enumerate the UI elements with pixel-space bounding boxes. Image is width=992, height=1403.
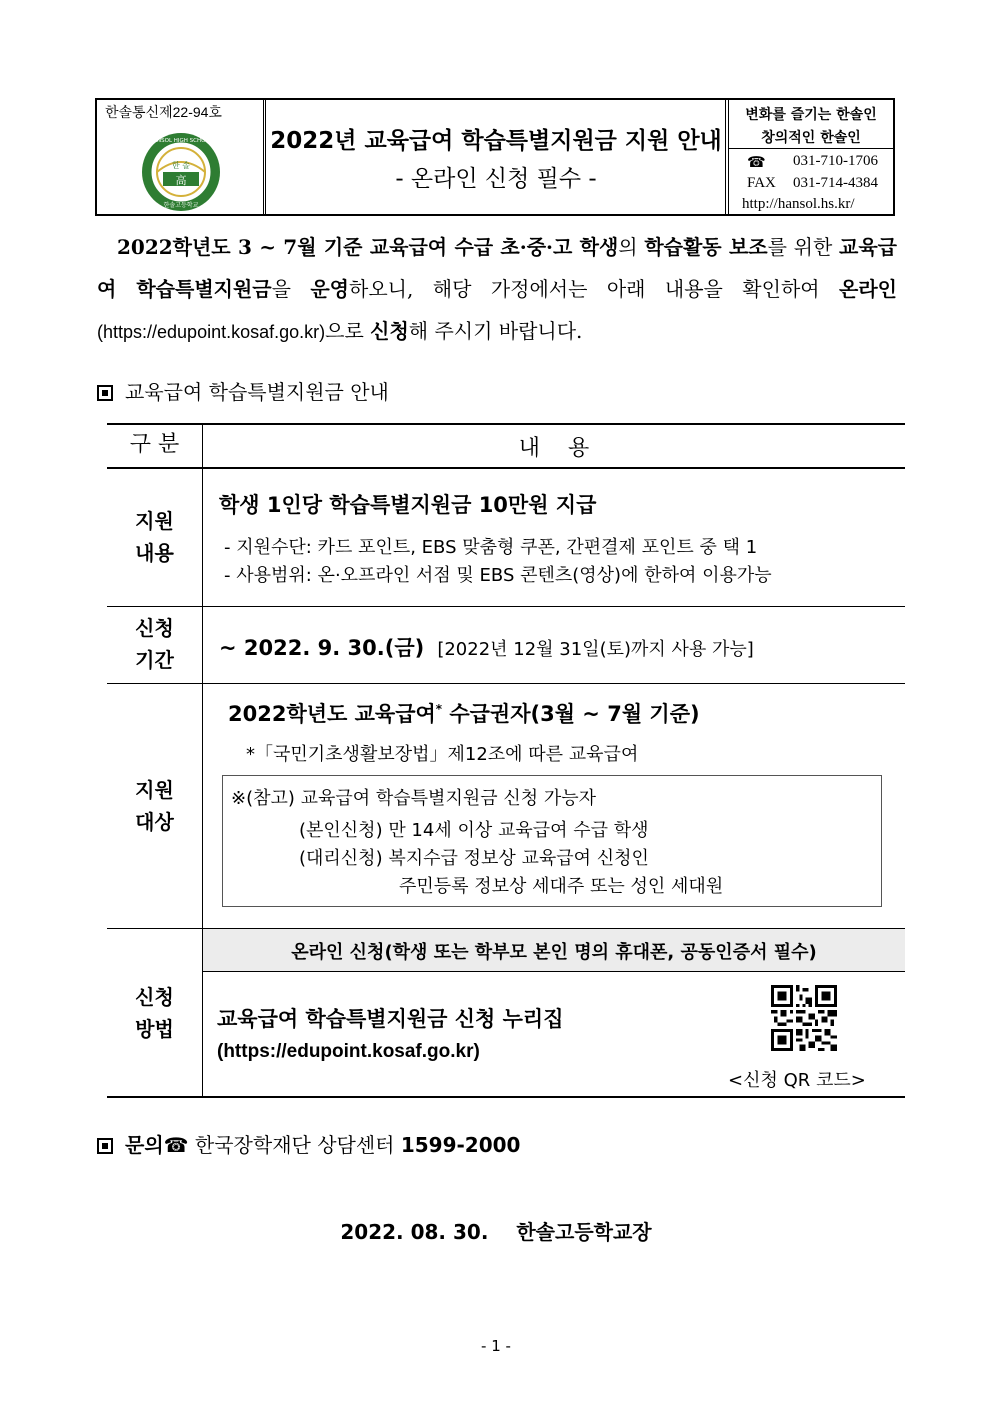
document-title: 2022년 교육급여 학습특별지원금 지원 안내 bbox=[270, 128, 722, 154]
table-header-content: 내 용 bbox=[518, 436, 590, 461]
telephone-icon: ☎ bbox=[163, 1133, 189, 1157]
table-header-category: 구 분 bbox=[129, 432, 180, 457]
school-fax: 031-714-4384 bbox=[793, 175, 878, 191]
section-heading bbox=[97, 376, 389, 405]
intro-text-2: 의 bbox=[618, 235, 645, 259]
row-label-eligibility: 지원 대상 bbox=[135, 778, 174, 834]
note-title: ※(참고) 교육급여 학습특별지원금 신청 가능자 bbox=[231, 788, 596, 809]
usage-deadline: [2022년 12월 31일(토)까지 사용 가능] bbox=[437, 639, 754, 660]
eligibility-footnote: *「국민기초생활보장법」제12조에 따른 교육급여 bbox=[246, 744, 639, 765]
application-site-name: 교육급여 학습특별지원금 신청 누리집 bbox=[217, 1007, 564, 1031]
intro-bold-12: 신청 bbox=[370, 319, 409, 343]
eligibility-main-b: 수급권자(3월 ~ 7월 기준) bbox=[442, 702, 700, 726]
school-slogan-2: 창의적인 한솔인 bbox=[761, 130, 861, 146]
intro-bold-1: 2022학년도 3 ~ 7월 기준 교육급여 수급 초·중·고 학생 bbox=[117, 235, 619, 259]
emblem-top-text: HANSOL HIGH SCHOOL bbox=[149, 138, 213, 144]
school-website: http://hansol.hs.kr/ bbox=[742, 196, 855, 212]
school-slogan-1: 변화를 즐기는 한솔인 bbox=[745, 107, 877, 123]
eligibility-star: * bbox=[435, 702, 443, 716]
intro-url: (https://edupoint.kosaf.go.kr) bbox=[97, 322, 326, 342]
application-site-url[interactable]: (https://edupoint.kosaf.go.kr) bbox=[217, 1041, 480, 1062]
inquiry-bullet-icon bbox=[97, 1138, 113, 1154]
document-subtitle: - 온라인 신청 필수 - bbox=[395, 166, 597, 192]
page-number: - 1 - bbox=[481, 1337, 511, 1355]
row-label-application-method: 신청 방법 bbox=[135, 985, 174, 1041]
inquiry-org: 한국장학재단 상담센터 bbox=[194, 1133, 395, 1157]
emblem-bottom-text: 한솔고등학교 bbox=[163, 202, 199, 209]
issuer-signature bbox=[0, 1216, 992, 1245]
issue-number: 한솔통신제22-94호 bbox=[105, 104, 222, 120]
note-line-1: (본인신청) 만 14세 이상 교육급여 수급 학생 bbox=[299, 820, 649, 841]
support-method: - 지원수단: 카드 포인트, EBS 맞춤형 쿠폰, 간편결제 포인트 중 택 1 bbox=[224, 537, 758, 558]
eligibility-main-a: 2022학년도 교육급여 bbox=[228, 702, 436, 726]
row-label-application-period: 신청 기간 bbox=[135, 616, 174, 672]
section-heading-text: 교육급여 학습특별지원금 안내 bbox=[125, 380, 389, 404]
intro-bold-5: 교육급여 학습특별지원금 bbox=[97, 235, 897, 301]
intro-text-11: 으로 bbox=[325, 319, 371, 343]
emblem-center-text: 한 솔 bbox=[172, 161, 190, 170]
intro-paragraph bbox=[97, 226, 897, 353]
intro-text-8: 하오니, 해당 가정에서는 아래 내용을 확인하여 bbox=[349, 277, 840, 301]
school-emblem-icon bbox=[141, 132, 221, 212]
inquiry-phone: 1599-2000 bbox=[400, 1133, 521, 1157]
support-usage-scope: - 사용범위: 온·오프라인 서점 및 EBS 콘텐츠(영상)에 한하여 이용가능 bbox=[224, 565, 772, 586]
reference-note-box bbox=[222, 775, 882, 907]
phone-icon: ☎ bbox=[747, 155, 766, 171]
inquiry-line bbox=[97, 1129, 520, 1158]
eligibility-main bbox=[228, 698, 700, 728]
document-header bbox=[95, 98, 895, 216]
online-application-banner: 온라인 신청(학생 또는 학부모 본인 명의 휴대폰, 공동인증서 필수) bbox=[291, 942, 817, 963]
inquiry-label: 문의 bbox=[125, 1133, 164, 1157]
application-period bbox=[219, 632, 754, 662]
application-deadline: ~ 2022. 9. 30.(금) bbox=[219, 636, 425, 660]
section-bullet-icon bbox=[97, 385, 113, 401]
issue-date: 2022. 08. 30. bbox=[340, 1220, 489, 1244]
note-line-3: 주민등록 정보상 세대주 또는 성인 세대원 bbox=[399, 876, 724, 897]
row-label-support-content: 지원 내용 bbox=[135, 509, 174, 565]
intro-text-13: 해 주시기 바랍니다. bbox=[408, 319, 583, 343]
intro-text-4: 를 위한 bbox=[767, 235, 840, 259]
qr-code-icon[interactable] bbox=[771, 985, 837, 1051]
intro-bold-7: 운영 bbox=[310, 277, 349, 301]
support-amount: 학생 1인당 학습특별지원금 10만원 지급 bbox=[219, 493, 597, 517]
issuer-name: 한솔고등학교장 bbox=[516, 1220, 652, 1244]
note-line-2: (대리신청) 복지수급 정보상 교육급여 신청인 bbox=[299, 848, 649, 869]
fax-label: FAX bbox=[747, 175, 776, 191]
intro-bold-3: 학습활동 보조 bbox=[644, 235, 768, 259]
emblem-center-char: 高 bbox=[175, 174, 187, 187]
school-phone: 031-710-1706 bbox=[793, 153, 878, 169]
intro-text-6: 을 bbox=[271, 277, 311, 301]
qr-caption: <신청 QR 코드> bbox=[728, 1070, 866, 1091]
intro-bold-9: 온라인 bbox=[839, 277, 897, 301]
